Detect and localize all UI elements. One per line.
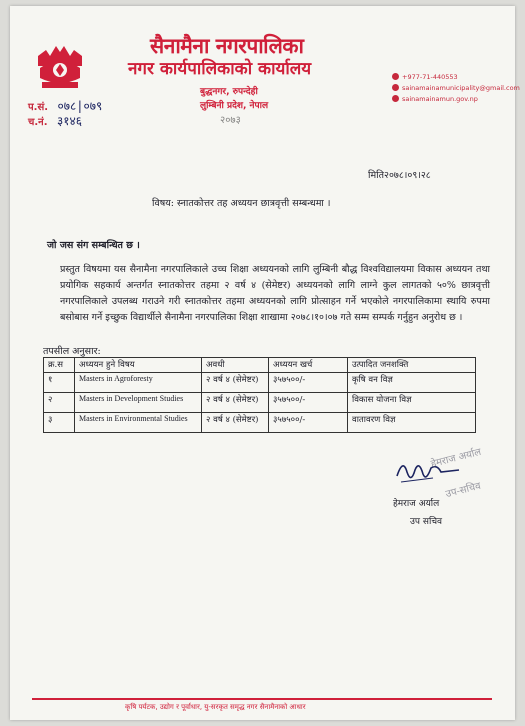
header-duration: अवधी (202, 358, 269, 373)
signatory-title: उप सचिव (410, 517, 443, 527)
cell-cost: ३५७५००/- (269, 393, 348, 413)
contact-email (392, 82, 520, 93)
cell-cost: ३५७५००/- (269, 413, 348, 433)
phone-text: +977-71-440553 (402, 72, 458, 81)
contact-phone (392, 71, 520, 82)
cell-duration: २ वर्ष ४ (सेमेष्टर) (202, 393, 269, 413)
header-manpower: उत्पादित जनशक्ति (348, 358, 476, 373)
courses-table (43, 357, 476, 433)
chalani-label: च.नं. (28, 117, 48, 128)
municipality-name: सैनामैना नगरपालिका (150, 34, 304, 58)
header-sn: क्र.स (44, 358, 75, 373)
address-line-1: बुद्धनगर, रुपन्देही (200, 87, 258, 97)
table-header-row (44, 358, 476, 373)
cell-program: Masters in Environmental Studies (75, 413, 202, 433)
cell-manpower: विकास योजना विज्ञ (348, 393, 476, 413)
cell-sn: ३ (44, 413, 75, 433)
municipality-emblem-icon (32, 36, 88, 92)
table-row (44, 413, 476, 433)
globe-icon (392, 95, 399, 102)
header-cost: अध्ययन खर्च (269, 358, 348, 373)
contact-website (392, 93, 520, 104)
header-program: अध्ययन हुने विषय (75, 358, 202, 373)
cell-manpower: वातावरण विज्ञ (348, 413, 476, 433)
contact-block (392, 71, 520, 104)
cell-cost: ३५७५००/- (269, 373, 348, 393)
letter-body: प्रस्तुत विषयमा यस सैनामैना नगरपालिकाले उच्च शिक्षा अध्ययनको लागि लुम्बिनी बौद्ध विश्वविद्यालयमा विकास अध्ययन तथा प्रयोगिक सहकार्य अन्तर्गत स्नातकोत्तर तहमा २ वर्ष ४ (सेमेष्टर) अध्ययनको लागि लाग्ने कुल लागतको ५०% छात्रवृत्ती नगरपालिकाले उपलब्ध गराउने गरी स्नातकोत्तर तहमा अध्ययनको लागि प्रोत्साहन गर्ने भएकोले नगरपालिकामा स्थायि रुपमा बसोबास गर्ने इच्छुक विद्यार्थीले सैनामैना नगरपालिका शिक्षा शाखामा २०७८।१०।०७ गते सम्म सम्पर्क गर्नुहुन अनुरोध छ । (60, 264, 490, 323)
patra-value: ०७८|०७९ (57, 99, 103, 113)
cell-manpower: कृषि वन विज्ञ (348, 373, 476, 393)
signatory-name: हेमराज अर्याल (393, 499, 440, 509)
address-line-2: लुम्बिनी प्रदेश, नेपाल (200, 101, 269, 111)
email-icon (392, 84, 399, 91)
stamp-year: २०७३ (220, 115, 241, 126)
cell-duration: २ वर्ष ४ (सेमेष्टर) (202, 373, 269, 393)
letter-date: मिति२०७८।०९।२८ (368, 170, 431, 181)
table-row (44, 393, 476, 413)
footer-divider (32, 698, 492, 700)
cell-program: Masters in Agroforesty (75, 373, 202, 393)
table-row (44, 373, 476, 393)
phone-icon (392, 73, 399, 80)
cell-duration: २ वर्ष ४ (सेमेष्टर) (202, 413, 269, 433)
cell-sn: २ (44, 393, 75, 413)
footer-slogan: कृषि पर्यटक, उद्योग र पूर्वाधार, यु-सरकृत समृद्ध नगर सैनामैनाको आधार (125, 703, 306, 711)
website-text: sainamainamun.gov.np (402, 94, 478, 103)
cell-program: Masters in Development Studies (75, 393, 202, 413)
official-stamp-title: उप-सचिव (444, 480, 482, 501)
chalani-number (28, 112, 82, 129)
chalani-value: ३१४६ (56, 114, 82, 128)
salutation: जो जस संग सम्बन्धित छ । (47, 240, 140, 251)
cell-sn: १ (44, 373, 75, 393)
office-name: नगर कार्यपालिकाको कार्यालय (128, 59, 312, 79)
email-text: sainamainamunicipality@gmail.com (402, 83, 520, 92)
official-stamp-name: हेमराज अर्याल (429, 446, 483, 471)
patra-label: प.सं. (28, 102, 49, 113)
letter-page (10, 6, 520, 720)
letter-subject: विषय: स्नातकोत्तर तह अध्ययन छात्रवृत्ती सम्बन्धमा । (152, 198, 331, 209)
details-label: तपसील अनुसार: (43, 346, 101, 357)
